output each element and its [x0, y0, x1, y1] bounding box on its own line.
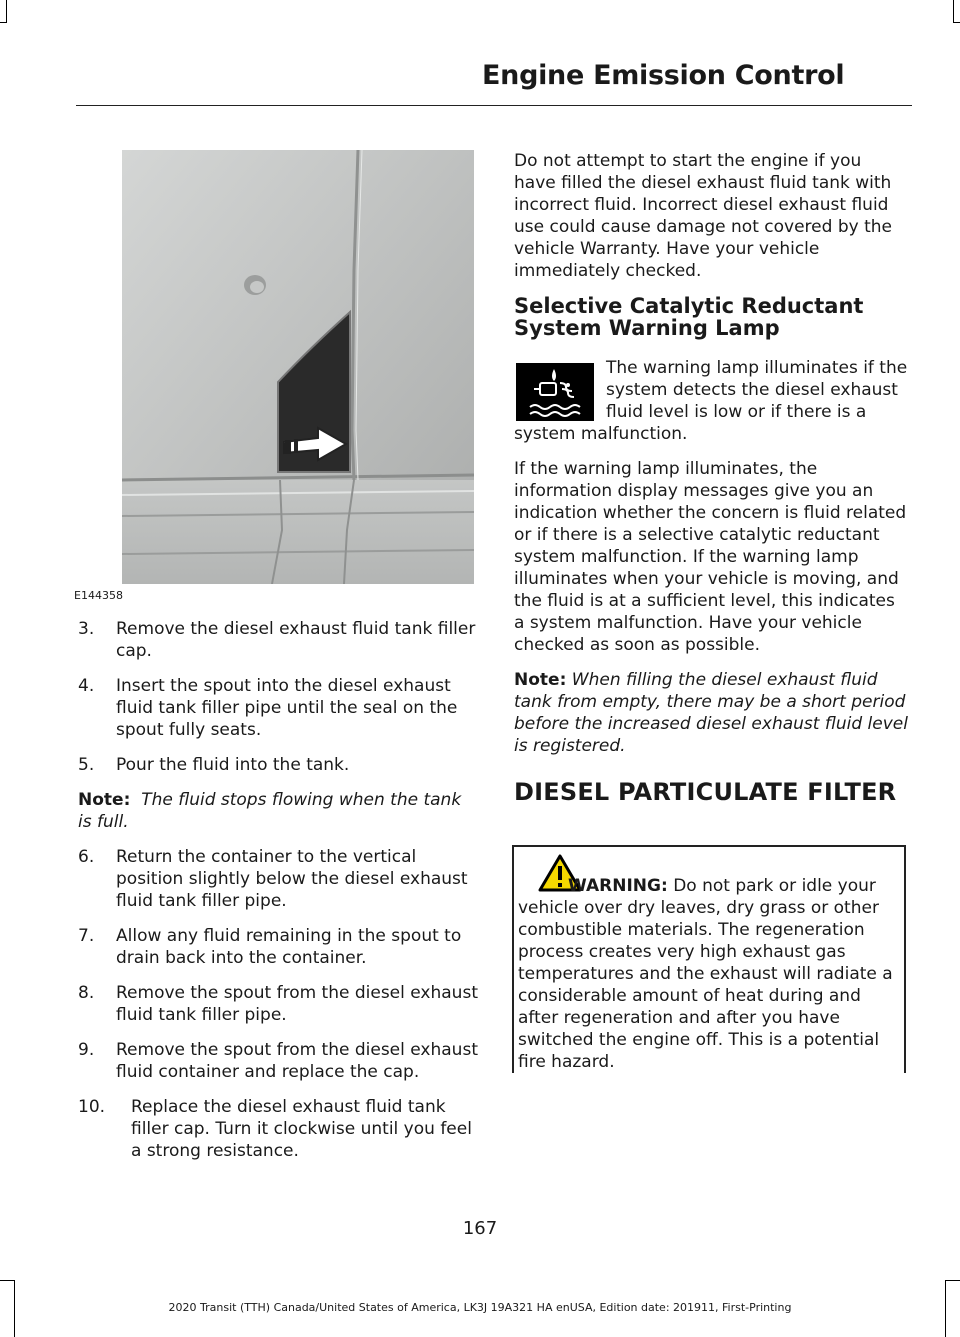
warning-content: [518, 875, 902, 1073]
step-text: Pour the fluid into the tank.: [116, 755, 350, 775]
step-number: 9.: [78, 1040, 95, 1060]
note-text: The fluid stops flowing when the tank is full.: [78, 790, 462, 832]
list-item: [52, 754, 478, 776]
step-number: 3.: [78, 619, 95, 639]
step-text: Insert the spout into the diesel exhaust fluid tank filler pipe until the seal on the spout fully seats.: [116, 676, 458, 740]
crop-mark: [0, 1280, 15, 1281]
lamp-explanation: If the warning lamp illuminates, the information display messages give you an indication whether the concern is fluid related or if there is a selective catalytic reductant system malfunction. If the warning lamp illuminates when your vehicle is moving, and the fluid is at a sufficient level, this indicates a system malfunction. Have your vehicle checked as soon as possible.: [514, 459, 907, 655]
intro-paragraph: Do not attempt to start the engine if you have filled the diesel exhaust fluid tank with incorrect fluid. Incorrect diesel exhaust fluid use could cause damage not covered by the vehicle Warranty. Have your vehicle immediately checked.: [514, 151, 892, 281]
note-text: When filling the diesel exhaust fluid tank from empty, there may be a short period before the increased diesel exhaust fluid level is registered.: [514, 670, 908, 756]
step-number: 8.: [78, 983, 95, 1003]
def-warning-lamp-icon: [516, 363, 594, 421]
figure-id: E144358: [74, 589, 123, 602]
note-label: Note:: [78, 790, 131, 810]
warning-text: Do not park or idle your vehicle over dry leaves, dry grass or other combustible materials. The regeneration process creates very high exhaust gas temperatures and the exhaust will radiate a considerable amount of heat during and after regeneration and after you have switched the engine off. This is a potential fire hazard.: [518, 876, 893, 1072]
step-text: Remove the spout from the diesel exhaust fluid tank filler pipe.: [116, 983, 478, 1025]
right-column: [514, 150, 908, 805]
list-item: [52, 846, 478, 912]
step-text: Remove the spout from the diesel exhaust fluid container and replace the cap.: [116, 1040, 478, 1082]
list-item: [52, 675, 478, 741]
crop-mark: [953, 0, 954, 22]
page-number: 167: [462, 1218, 498, 1239]
step-number: 6.: [78, 847, 95, 867]
note: [78, 789, 478, 833]
step-text: Remove the diesel exhaust fluid tank filler cap.: [116, 619, 476, 661]
lamp-text: The warning lamp illuminates if the system detects the diesel exhaust fluid level is low or if there is a system malfunction.: [514, 358, 908, 444]
list-item: [52, 925, 478, 969]
dpf-heading: DIESEL PARTICULATE FILTER: [514, 778, 897, 806]
step-text: Allow any fluid remaining in the spout to drain back into the container.: [116, 926, 462, 968]
left-column: [52, 618, 478, 1175]
crop-mark: [14, 1280, 15, 1337]
filler-door-illustration: [122, 150, 474, 584]
step-text: Return the container to the vertical position slightly below the diesel exhaust fluid tank filler pipe.: [116, 847, 468, 911]
crop-mark: [945, 1280, 960, 1281]
step-number: 7.: [78, 926, 95, 946]
crop-mark: [953, 22, 960, 23]
note: [514, 669, 908, 757]
page-title: Engine Emission Control: [482, 60, 845, 91]
header-divider: [76, 105, 912, 106]
crop-mark: [945, 1280, 946, 1337]
crop-mark: [6, 0, 7, 22]
warning-box: [512, 845, 906, 1073]
note-label: Note:: [514, 670, 567, 690]
list-item: [52, 618, 478, 662]
step-number: 5.: [78, 755, 95, 775]
van-side-image: [122, 150, 474, 584]
lamp-block: [514, 357, 908, 445]
scr-heading: Selective Catalytic Reductant System Warning Lamp: [514, 294, 864, 340]
list-item: [52, 1096, 478, 1162]
step-number: 10.: [78, 1097, 106, 1117]
step-text: Replace the diesel exhaust fluid tank filler cap. Turn it clockwise until you feel a strong resistance.: [131, 1097, 472, 1161]
list-item: [52, 1039, 478, 1083]
crop-mark: [0, 22, 7, 23]
list-item: [52, 982, 478, 1026]
warning-label: WARNING:: [568, 876, 668, 896]
footer-edition: 2020 Transit (TTH) Canada/United States of America, LK3J 19A321 HA enUSA, Edition date: 201911, First-Printing: [168, 1301, 792, 1314]
step-number: 4.: [78, 676, 95, 696]
